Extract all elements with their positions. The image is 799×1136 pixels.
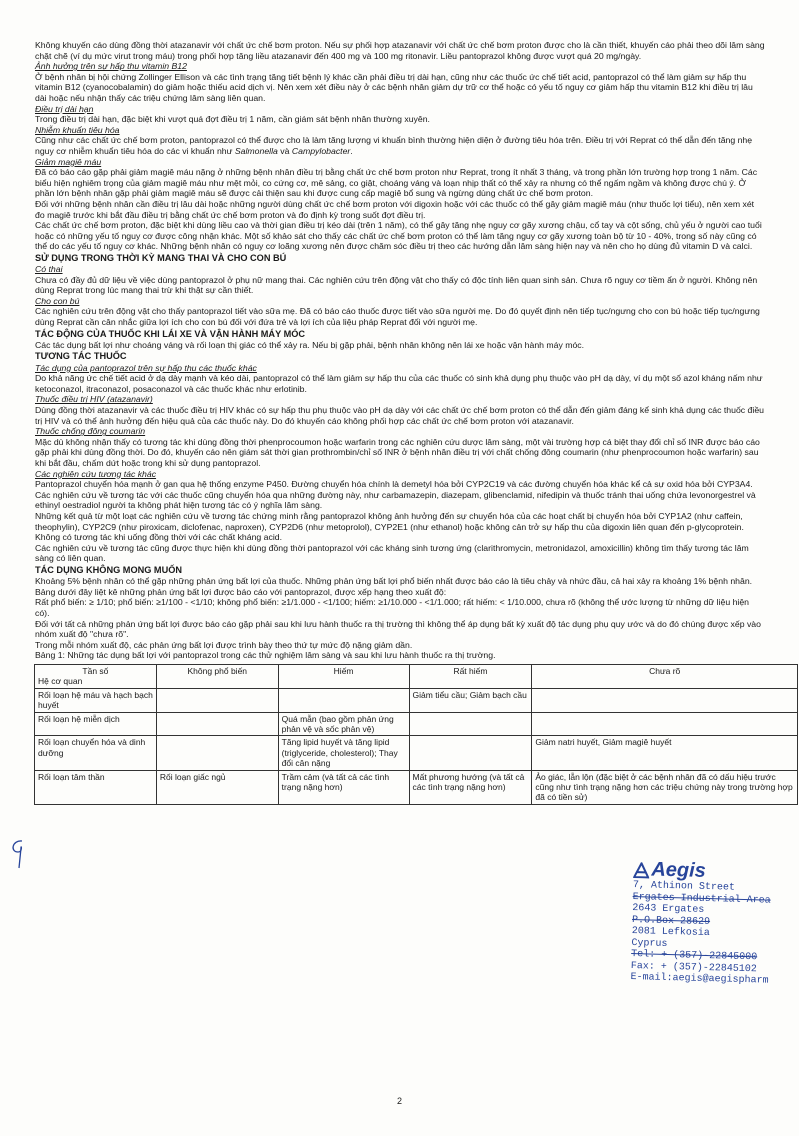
- column-header: Không phổ biến: [156, 664, 278, 688]
- table-cell: [156, 688, 278, 712]
- header-organ: Hệ cơ quan: [38, 676, 83, 687]
- paragraph: Trong điều trị dài hạn, đặc biệt khi vượt quá đợt điều trị 1 năm, cần giám sát bệnh nhân thường xuyên.: [35, 114, 430, 125]
- table-cell: Trầm cảm (và tất cả các tình trạng nặng hơn): [278, 770, 409, 804]
- subheading: Cho con bú: [35, 295, 80, 306]
- table-cell: [532, 712, 798, 736]
- paragraph: Cũng như các chất ức chế bơm proton, pantoprazol có thể được cho là làm tăng lượng vi khuẩn bình thường hiện diện ở đường tiêu hóa trên. Điều trị với Reprat có thể dẫn đến tăng nhẹ nguy cơ nhiễm khuẩn tiêu hóa do các vi khuẩn như Salmonella và Campylobacter.: [35, 135, 753, 156]
- paragraph: Các nghiên cứu về tương tác với các thuốc cũng chuyển hóa qua những đường này, như carbamazepin, diazepam, glibenclamid, nifedipin và thuốc tránh thai uống chứa levonorgestrel và ethinyl oestradiol người ta không phát hiện tương tác có ý nghĩa lâm sàng.: [35, 489, 756, 511]
- column-header: Chưa rõ: [532, 664, 798, 688]
- table-cell: Giảm natri huyết, Giảm magiê huyết: [532, 736, 798, 770]
- paragraph: Không có tương tác khi uống đồng thời với các chất kháng acid.: [35, 532, 282, 543]
- paragraph: Ở bệnh nhân bị hội chứng Zollinger Ellison và các tình trạng tăng tiết bệnh lý khác cần phải điều trị dài hạn, cũng như các thuốc ức chế tiết acid, pantoprazol có thể làm giảm sự hấp thu vitamin B12 (cyanocobalamin) do giảm hoặc thiếu acid dịch vị. Nên xem xét điều này ở các bệnh nhân giảm dự trữ cơ thể hoặc có yếu tố nguy cơ giảm hấp thu vitamin B12 khi điều trị lâu dài hoặc nếu nhận thấy các triệu chứng lâm sàng liên quan.: [35, 71, 753, 103]
- section-heading: TÁC DỤNG KHÔNG MONG MUỐN: [35, 564, 182, 575]
- subheading: Các nghiên cứu tương tác khác: [35, 468, 157, 479]
- table-cell: [532, 688, 798, 712]
- paragraph: Trong mỗi nhóm xuất độ, các phản ứng bất lợi được trình bày theo thứ tự mức độ nặng giảm dần.: [35, 639, 413, 650]
- paragraph: Đối với những bệnh nhân cần điều trị lâu dài hoặc những người dùng chất ức chế bơm proton với digoxin hoặc với các thuốc có thể gây giảm magiê máu (như thuốc lợi tiểu), nên xem xét đo magiê trước khi bắt đầu điều trị bằng chất ức chế bơm proton và đo định kỳ trong suốt đợt điều trị.: [35, 198, 755, 220]
- table-cell: Mất phương hướng (và tất cả các tình trạng nặng hơn): [409, 770, 532, 804]
- organ-cell: Rối loạn hệ máu và hạch bạch huyết: [35, 688, 157, 712]
- table-cell: [409, 712, 532, 736]
- table-row: [35, 712, 798, 736]
- adverse-effects-table: [34, 664, 798, 805]
- paragraph: Pantoprazol chuyển hóa mạnh ở gan qua hệ thống enzyme P450. Đường chuyển hóa chính là demetyl hóa bởi CYP2C19 và các đường chuyển hóa khác kể cả sự oxid hóa bởi CYP3A4.: [35, 479, 753, 490]
- paragraph: Các nghiên cứu trên động vật cho thấy pantoprazol tiết vào sữa mẹ. Đã có báo cáo thuốc được tiết vào sữa người mẹ. Do đó quyết định nên tiếp tục/ngưng cho con bú hoặc tiếp tục/ngưng dùng Reprat cần cân nhắc giữa lợi ích cho con bú đối với đứa trẻ và lợi ích của liệu pháp Reprat đối với người mẹ.: [35, 306, 760, 328]
- subheading: Giảm magiê máu: [35, 156, 102, 167]
- paragraph: Chưa có đầy đủ dữ liệu về việc dùng pantoprazol ở phụ nữ mang thai. Các nghiên cứu trên động vật cho thấy có độc tính liên quan sinh sản. Chưa rõ nguy cơ tiềm ẩn ở người. Không nên dùng Reprat trong lúc mang thai trừ khi thật sự cần thiết.: [35, 274, 758, 296]
- table-cell: [409, 736, 532, 770]
- organ-cell: Rối loạn tâm thần: [35, 770, 157, 804]
- page-number: 2: [396, 1096, 402, 1106]
- organ-cell: Rối loạn chuyển hóa và dinh dưỡng: [35, 736, 157, 770]
- paragraph: Các nghiên cứu về tương tác cũng được thực hiện khi dùng đồng thời pantoprazol với các kháng sinh tương ứng (clarithromycin, metronidazol, amoxicillin) không tìm thấy tương tác lâm sàng có liên quan.: [35, 542, 749, 564]
- subheading: Tác dụng của pantoprazol trên sự hấp thu các thuốc khác: [35, 362, 257, 373]
- stamp-line: P.O.Box 28629: [631, 914, 711, 928]
- header-frequency: Tần số: [82, 665, 109, 676]
- paragraph: Khoảng 5% bệnh nhân có thể gặp những phản ứng bất lợi của thuốc. Những phản ứng bất lợi phổ biến nhất được báo cáo là tiêu chảy và nhức đầu, cả hai xảy ra khoảng 1% bệnh nhân.: [35, 576, 753, 587]
- stamp-line: E-mail:aegis@aegispharm: [630, 972, 769, 987]
- table-cell: [156, 736, 278, 770]
- column-header: Hiếm: [278, 664, 409, 688]
- section-heading: TƯƠNG TÁC THUỐC: [35, 351, 127, 362]
- paragraph: Dùng đồng thời atazanavir và các thuốc điều trị HIV khác có sự hấp thu phụ thuộc vào pH dạ dày với các chất ức chế bơm proton có thể dẫn đến giảm đáng kể sinh khả dụng các thuốc điều trị HIV và có thể ảnh hưởng đến hiệu quả của các thuốc này. Do đó khuyến cáo không phối hợp các chất ức chế bơm proton với atazanavir.: [35, 405, 764, 426]
- paragraph: Mặc dù không nhận thấy có tương tác khi dùng đồng thời phenprocoumon hoặc warfarin trong các nghiên cứu dược lâm sàng, một vài trường hợp cá biệt thay đổi chỉ số INR được báo cáo gặp phải khi dùng đồng thời. Do đó, khuyến cáo nên giám sát thời gian prothrombin/chỉ số INR ở bệnh nhân điều trị với chất chống đông coumarin (như phenprocoumon hoặc warfarin) sau khi bắt đầu, chấm dứt hoặc trong khi sử dụng pantoprazol.: [35, 436, 760, 468]
- table-cell: Tăng lipid huyết và tăng lipid (triglyceride, cholesterol); Thay đổi cân nặng: [278, 736, 409, 770]
- stamp-line: Cyprus: [631, 937, 668, 950]
- handwritten-mark-icon: [6, 838, 28, 872]
- stamp-line: Tel: + (357)-22845000: [630, 949, 758, 964]
- organ-cell: Rối loạn hệ miễn dịch: [35, 712, 157, 736]
- section-heading: SỬ DỤNG TRONG THỜI KỲ MANG THAI VÀ CHO CON BÚ: [35, 252, 287, 263]
- company-name: Aegis: [651, 858, 707, 882]
- table-cell: Rối loạn giấc ngủ: [156, 770, 278, 804]
- table-cell: Ảo giác, lẫn lộn (đặc biệt ở các bệnh nhân đã có dấu hiệu trước cũng như tình trạng nặng hơn các triệu chứng này trong trường hợp đã có tiền sử): [532, 770, 798, 804]
- paragraph: Đã có báo cáo gặp phải giảm magiê máu nặng ở những bệnh nhân điều trị bằng chất ức chế bơm proton như Reprat, trong ít nhất 3 tháng, và trong phần lớn trường hợp trong 1 năm. Các biểu hiện nghiêm trọng của giảm magiê máu như mệt mỏi, co cứng cơ, mê sảng, co giật, choáng váng và loạn nhịp thất có thể xảy ra nhưng có thể ngấm ngầm và không được chú ý. Ở phần lớn bệnh nhân gặp phải giảm magiê máu sẽ được cải thiện sau khi được cung cấp magiê bổ sung và ngừng dùng chất ức chế bơm proton.: [35, 167, 758, 199]
- paragraph: Các chất ức chế bơm proton, đặc biệt khi dùng liều cao và thời gian điều trị kéo dài (trên 1 năm), có thể gây tăng nhẹ nguy cơ gãy xương chậu, cổ tay và cột sống, chủ yếu ở người cao tuổi hoặc có những yếu tố nguy cơ được công nhận khác. Một số khảo sát cho thấy các chất ức chế bơm proton có thể làm tăng nguy cơ gãy xương toàn bộ từ 10 - 40%, trong số này cũng có thể do các yếu tố nguy cơ khác. Những bệnh nhân có nguy cơ loãng xương nên được chăm sóc điều trị theo các hướng dẫn lâm sàng hiện nay và nên cho họ dùng đủ vitamin D và calci.: [35, 220, 762, 252]
- table-row: [35, 688, 798, 712]
- table-cell: [278, 688, 409, 712]
- paragraph: Rất phổ biến: ≥ 1/10; phổ biến: ≥1/100 - <1/10; không phổ biến: ≥1/1.000 - <1/100; hiếm: ≥1/10.000 - <1/1.000; rất hiếm: < 1/10.000, chưa rõ (không thể ước lượng từ những dữ liệu hiện có).: [35, 597, 750, 618]
- paragraph: Đối với tất cả những phản ứng bất lợi được báo cáo gặp phải sau khi lưu hành thuốc ra thị trường thì không thể áp dụng bất kỳ xuất độ tác dụng phụ quy ước và do đó chúng được xếp vào nhóm xuất độ "chưa rõ".: [35, 618, 761, 640]
- paragraph: Các tác dụng bất lợi như choáng váng và rối loạn thị giác có thể xảy ra. Nếu bị gặp phải, bệnh nhân không nên lái xe hoặc vận hành máy móc.: [35, 339, 585, 350]
- subheading: Nhiễm khuẩn tiêu hóa: [35, 124, 120, 135]
- paragraph: Bảng dưới đây liệt kê những phản ứng bất lợi được báo cáo với pantoprazol, được xếp hạng theo xuất độ:: [35, 586, 447, 597]
- table-row: [35, 770, 798, 804]
- table-cell: [156, 712, 278, 736]
- subheading: Điều trị dài hạn: [35, 103, 94, 114]
- stamp-line: 2081 Lefkosia: [631, 926, 710, 940]
- paragraph: Không khuyến cáo dùng đồng thời atazanavir với chất ức chế bơm proton. Nếu sự phối hợp atazanavir với chất ức chế bơm proton được cho là cần thiết, khuyến cáo phải theo dõi lâm sàng chặt chẽ (ví dụ mức virut trong máu) trong phối hợp tăng liều atazanavir đến 400 mg và 100 mg ritonavir. Liều pantoprazol không được vượt quá 20 mg/ngày.: [35, 40, 765, 61]
- table-header-row: [35, 664, 798, 688]
- subheading: Ảnh hưởng trên sự hấp thu vitamin B12: [35, 61, 187, 72]
- stamp-line: Ergates Industrial Area: [632, 891, 771, 907]
- table-caption: Bảng 1: Những tác dụng bất lợi với pantoprazol trong các thử nghiệm lâm sàng và sau khi lưu hành thuốc ra thị trường.: [35, 650, 496, 661]
- company-stamp: [630, 858, 783, 987]
- subheading: Thuốc chống đông coumarin: [35, 426, 146, 437]
- stamp-line: 7, Athinon Street: [632, 880, 736, 894]
- stamp-line: 2643 Ergates: [632, 903, 705, 916]
- paragraph: Những kết quả từ một loạt các nghiên cứu về tương tác chứng minh rằng pantoprazol không ảnh hưởng đến sự chuyển hóa của các hoạt chất bị chuyển hóa bởi CYP1A2 (như caffein, theophylin), CYP2C9 (như piroxicam, diclofenac, naproxen), CYP2D6 (như metoprolol), CYP2E1 (như ethanol) hoặc không cản trở sự hấp thu của digoxin liên quan đến p-glycoprotein.: [35, 510, 744, 532]
- section-heading: TÁC ĐỘNG CỦA THUỐC KHI LÁI XE VÀ VẬN HÀNH MÁY MÓC: [35, 328, 306, 339]
- table-cell: Giảm tiểu cầu; Giảm bạch cầu: [409, 688, 532, 712]
- table-corner-cell: [35, 664, 157, 688]
- subheading: Thuốc điều trị HIV (atazanavir): [35, 394, 153, 405]
- aegis-logo-icon: [633, 862, 649, 878]
- column-header: Rất hiếm: [409, 664, 532, 688]
- stamp-line: Fax: + (357)-22845102: [630, 960, 757, 975]
- subheading: Có thai: [35, 264, 63, 275]
- table-cell: Quá mẫn (bao gồm phản ứng phản vệ và sốc phản vệ): [278, 712, 409, 736]
- table-row: [35, 736, 798, 770]
- paragraph: Do khả năng ức chế tiết acid ở dạ dày mạnh và kéo dài, pantoprazol có thể làm giảm sự hấp thu của các thuốc có sinh khả dụng phụ thuộc vào pH dạ dày, ví dụ một số azol kháng nấm như ketoconazol, itraconazol, posaconazol và các thuốc khác như erlotinib.: [35, 373, 763, 394]
- document-body: [35, 40, 793, 805]
